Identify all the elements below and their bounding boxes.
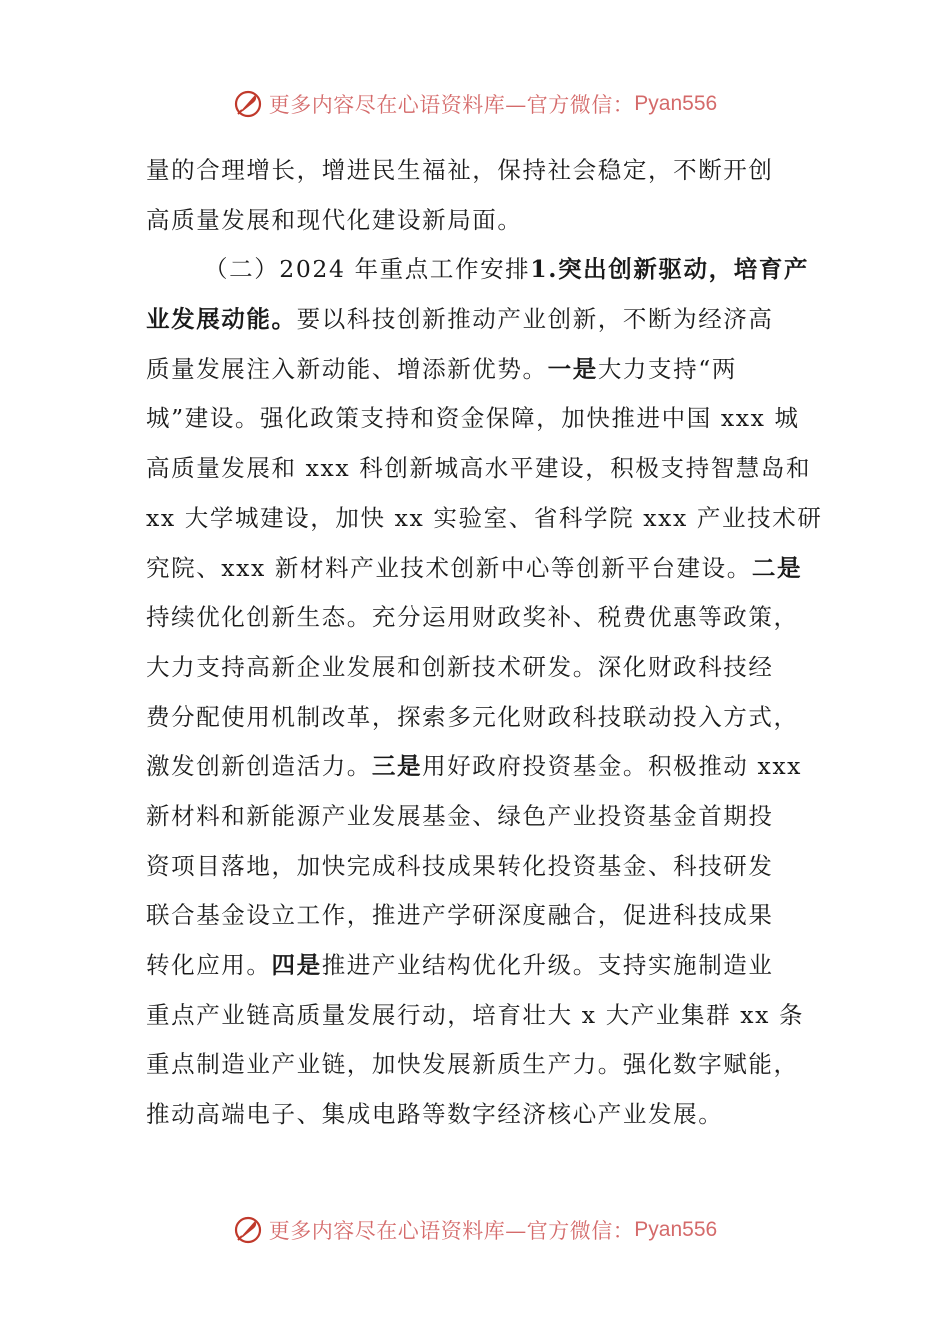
text-line: 重点制造业产业链，加快发展新质生产力。强化数字赋能， — [146, 1050, 799, 1079]
section-heading-line — [146, 245, 810, 295]
point-marker: 一是 — [547, 354, 598, 383]
footer-banner-text: 更多内容尽在心语资料库—官方微信： — [268, 1219, 635, 1243]
text-line: 转化应用。四是推进产业结构优化升级。支持实施制造业 — [146, 951, 774, 979]
header-banner-wechat-id: Pyan556 — [634, 92, 718, 115]
text-line: 联合基金设立工作，推进产学研深度融合，促进科技成果 — [146, 901, 774, 930]
text-line: 究院、xxx 新材料产业技术创新中心等创新平台建设。二是 — [146, 553, 803, 582]
text-line: 资项目落地，加快完成科技成果转化投资基金、科技研发 — [146, 851, 774, 880]
header-banner-text: 更多内容尽在心语资料库—官方微信： — [268, 93, 635, 117]
point-marker: 四是 — [271, 951, 322, 979]
text-line: 新材料和新能源产业发展基金、绿色产业投资基金首期投 — [146, 801, 774, 830]
footer-banner-wechat-id: Pyan556 — [634, 1218, 718, 1241]
point-marker: 三是 — [371, 752, 423, 781]
document-body — [146, 146, 823, 1140]
text-line: 费分配使用机制改革，探索多元化财政科技联动投入方式， — [146, 702, 799, 731]
quill-logo-icon — [233, 89, 263, 119]
text-line: 激发创新创造活力。三是用好政府投资基金。积极推动 xxx — [146, 752, 803, 781]
text-line: 高质量发展和 xxx 科创新城高水平建设，积极支持智慧岛和 — [146, 454, 812, 483]
text-line: xx 大学城建设，加快 xx 实验室、省科学院 xxx 产业技术研 — [146, 503, 823, 532]
text-line: 重点产业链高质量发展行动，培育壮大 x 大产业集群 xx 条 — [146, 1000, 805, 1029]
item-heading: 1.突出创新驱动，培育产 — [530, 255, 810, 284]
section-heading: （二）2024 年重点工作安排 — [204, 255, 531, 284]
text-line: 质量发展注入新动能、增添新优势。一是大力支持“两 — [146, 354, 737, 383]
text-line: 量的合理增长，增进民生福祉，保持社会稳定，不断开创 — [146, 156, 774, 184]
quill-logo-icon — [233, 1215, 263, 1245]
item-heading-cont: 业发展动能。 — [146, 305, 297, 334]
footer-watermark-banner — [0, 1208, 950, 1252]
text-line: 业发展动能。要以科技创新推动产业创新，不断为经济高 — [146, 305, 774, 334]
point-marker: 二是 — [751, 553, 803, 582]
text-line: 高质量发展和现代化建设新局面。 — [146, 205, 523, 234]
text-line: 大力支持高新企业发展和创新技术研发。深化财政科技经 — [146, 652, 774, 681]
header-watermark-banner — [0, 82, 950, 126]
text-line: 持续优化创新生态。充分运用财政奖补、税费优惠等政策， — [146, 603, 799, 632]
text-line: 推动高端电子、集成电路等数字经济核心产业发展。 — [146, 1100, 724, 1129]
text-line: 城”建设。强化政策支持和资金保障，加快推进中国 xxx 城 — [146, 404, 800, 433]
